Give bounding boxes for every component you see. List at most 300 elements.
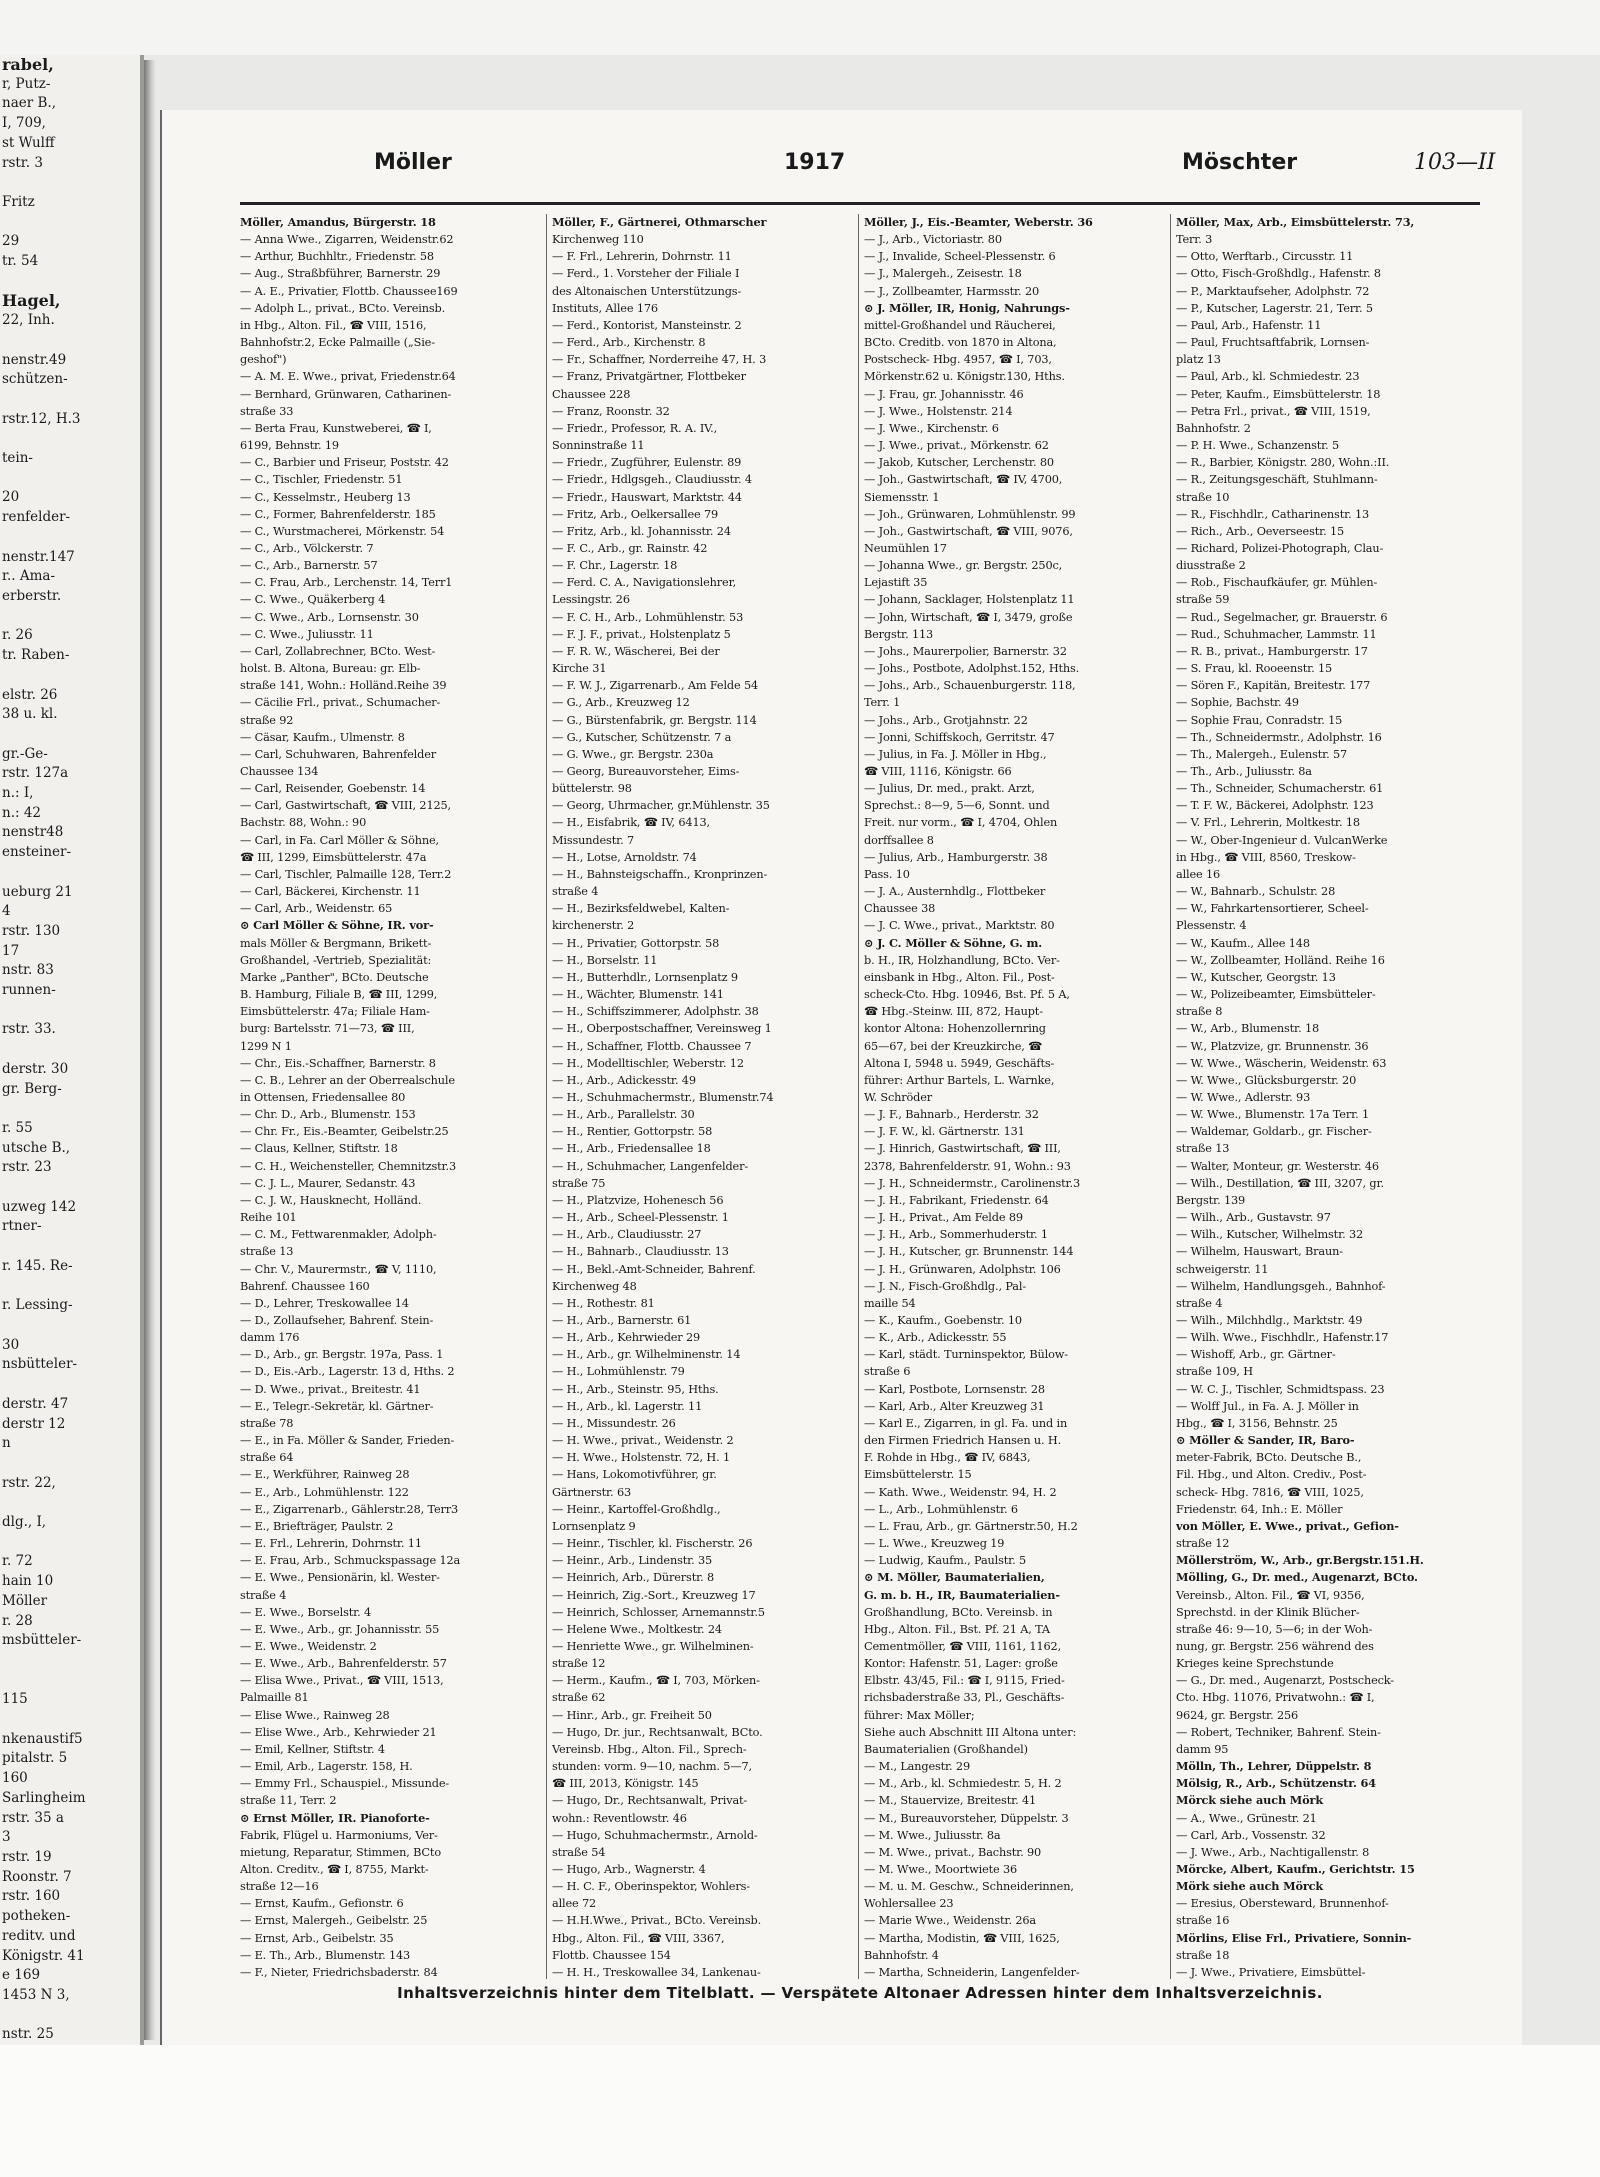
directory-entry-line: Mörck siehe auch Mörk xyxy=(1176,1793,1324,1808)
directory-entry-line: — H. Wwe., Holstenstr. 72, H. 1 xyxy=(552,1451,731,1465)
directory-entry-line: — W., Zollbeamter, Holländ. Reihe 16 xyxy=(1176,953,1385,967)
previous-page-fragment: tein- xyxy=(2,450,33,467)
directory-entry-line: straße 12 xyxy=(552,1657,606,1671)
directory-entry-line: — L. Frau, Arb., gr. Gärtnerstr.50, H.2 xyxy=(864,1519,1078,1533)
directory-entry-line: — C. H., Weichensteller, Chemnitzstr.3 xyxy=(240,1159,457,1173)
directory-entry-line: — J. A., Austernhdlg., Flottbeker xyxy=(864,885,1046,899)
directory-entry-line: — H., Butterhdlr., Lornsenplatz 9 xyxy=(552,970,738,984)
previous-page-fragment xyxy=(0,272,140,292)
directory-entry-line: — Th., Schneider, Schumacherstr. 61 xyxy=(1176,782,1384,796)
directory-entry-line: 6199, Behnstr. 19 xyxy=(240,439,339,453)
directory-entry-line: Fil. Hbg., und Alton. Crediv., Post- xyxy=(1176,1468,1367,1482)
directory-entry-line: — Carl, in Fa. Carl Möller & Söhne, xyxy=(240,833,439,847)
previous-page-fragment xyxy=(0,725,140,745)
previous-page-edge xyxy=(0,55,144,2045)
previous-page-fragment: Hagel, xyxy=(2,291,61,311)
previous-page-fragment: renfelder- xyxy=(2,509,71,526)
directory-entry-line: straße 75 xyxy=(552,1176,606,1190)
previous-page-fragment: ensteiner- xyxy=(2,844,72,861)
directory-entry-line: — H., Bahnarb., Claudiusstr. 13 xyxy=(552,1245,729,1259)
directory-entry-line: geshof") xyxy=(240,353,287,367)
scan-background xyxy=(0,0,1600,55)
directory-entry-line: mittel-Großhandel und Räucherei, xyxy=(864,318,1056,332)
directory-entry-line: Möller, J., Eis.-Beamter, Weberstr. 36 xyxy=(864,215,1093,229)
directory-entry-line: — Johanna Wwe., gr. Bergstr. 250c, xyxy=(864,559,1063,573)
directory-entry-line: Mörcke, Albert, Kaufm., Gerichtstr. 15 xyxy=(1176,1862,1415,1876)
directory-entry-line: Mölling, G., Dr. med., Augenarzt, BCto. xyxy=(1176,1570,1418,1585)
directory-entry-line: — J. Wwe., privat., Mörkenstr. 62 xyxy=(864,439,1049,453)
directory-entry-line: — A. E., Privatier, Flottb. Chaussee169 xyxy=(240,284,458,298)
directory-entry-line: ☎ III, 1299, Eimsbüttelerstr. 47a xyxy=(240,850,427,864)
directory-entry-line: — F. R. W., Wäscherei, Bei der xyxy=(552,644,720,658)
directory-entry-line: straße 54 xyxy=(552,1845,606,1859)
directory-entry-line: — C. Wwe., Juliusstr. 11 xyxy=(240,627,374,641)
directory-entry-line: kirchenerstr. 2 xyxy=(552,919,635,933)
directory-entry-line: — J. H., Privat., Am Felde 89 xyxy=(864,1211,1023,1225)
directory-entry-line: Chaussee 38 xyxy=(864,902,936,916)
directory-entry-line: ⊙ J. C. Möller & Söhne, G. m. xyxy=(864,935,1043,950)
directory-entry-line: — Wilhelm, Hauswart, Braun- xyxy=(1176,1245,1343,1259)
previous-page-fragment: rstr. 130 xyxy=(2,922,61,939)
previous-page-fragment: schützen- xyxy=(2,371,68,388)
directory-entry-line: richsbaderstraße 33, Pl., Geschäfts- xyxy=(864,1691,1065,1705)
directory-entry-line: — C. M., Fettwarenmakler, Adolph- xyxy=(240,1228,437,1242)
directory-entry-line: Chaussee 228 xyxy=(552,387,631,401)
directory-entry-line: — Karl, Postbote, Lornsenstr. 28 xyxy=(864,1382,1045,1396)
page-header xyxy=(162,150,1522,190)
directory-entry-line: straße 10 xyxy=(1176,490,1230,504)
directory-entry-line: — D. Wwe., privat., Breitestr. 41 xyxy=(240,1382,421,1396)
directory-entry-line: — Paul, Arb., Hafenstr. 11 xyxy=(1176,318,1322,332)
previous-page-fragment xyxy=(0,1099,140,1119)
directory-entry-line: — H., Lotse, Arnoldstr. 74 xyxy=(552,850,697,864)
directory-entry-line: — H., Platzvize, Hohenesch 56 xyxy=(552,1193,724,1207)
directory-entry-line: Palmaille 81 xyxy=(240,1691,309,1705)
directory-entry-line: — G., Dr. med., Augenarzt, Postscheck- xyxy=(1176,1674,1394,1688)
directory-entry-line: Großhandel, -Vertrieb, Spezialität: xyxy=(240,953,432,967)
directory-entry-line: straße 4 xyxy=(240,1588,287,1602)
previous-page-fragment: reditv. und xyxy=(2,1927,76,1944)
directory-entry-line: — S. Frau, kl. Rooeenstr. 15 xyxy=(1176,662,1333,676)
directory-entry-line: — Joh., Grünwaren, Lohmühlenstr. 99 xyxy=(864,507,1076,521)
directory-entry-line: straße 12—16 xyxy=(240,1880,319,1894)
directory-entry-line: straße 8 xyxy=(1176,1005,1223,1019)
directory-entry-line: — W., Kaufm., Allee 148 xyxy=(1176,936,1310,950)
directory-entry-line: — H., Arb., kl. Lagerstr. 11 xyxy=(552,1399,703,1413)
previous-page-fragment xyxy=(0,1316,140,1336)
previous-page-fragment: hain 10 xyxy=(2,1573,54,1590)
previous-page-fragment: r. 55 xyxy=(2,1119,33,1136)
directory-entry-line: W. Schröder xyxy=(864,1090,933,1104)
directory-entry-line: — F. C., Arb., gr. Rainstr. 42 xyxy=(552,541,708,555)
directory-entry-line: — H., Missundestr. 26 xyxy=(552,1416,676,1430)
page-number: 103—II xyxy=(1414,150,1496,175)
previous-page-fragment: 3 xyxy=(2,1829,11,1846)
previous-page-fragment: 38 u. kl. xyxy=(2,706,58,723)
directory-entry-line: straße 64 xyxy=(240,1451,294,1465)
directory-entry-line: Postscheck- Hbg. 4957, ☎ I, 703, xyxy=(864,353,1052,367)
directory-entry-line: Altona I, 5948 u. 5949, Geschäfts- xyxy=(864,1056,1055,1070)
directory-entry-line: Mörlins, Elise Frl., Privatiere, Sonnin- xyxy=(1176,1930,1412,1945)
directory-entry-line: — Ernst, Kaufm., Gefionstr. 6 xyxy=(240,1897,404,1911)
directory-entry-line: — Rob., Fischaufkäufer, gr. Mühlen- xyxy=(1176,576,1378,590)
directory-entry-line: — Elise Wwe., Rainweg 28 xyxy=(240,1708,390,1722)
directory-entry-line: — Arthur, Buchhltr., Friedenstr. 58 xyxy=(240,250,434,264)
directory-entry-line: straße 59 xyxy=(1176,593,1230,607)
directory-entry-line: Terr. 3 xyxy=(1176,233,1213,247)
directory-entry-line: — Berta Frau, Kunstweberei, ☎ I, xyxy=(240,421,432,435)
directory-entry-line: — D., Arb., gr. Bergstr. 197a, Pass. 1 xyxy=(240,1348,444,1362)
previous-page-fragment: rstr. 35 a xyxy=(2,1809,64,1826)
directory-entry-line: — J. H., Arb., Sommerhuderstr. 1 xyxy=(864,1228,1048,1242)
previous-page-fragment xyxy=(0,390,140,410)
directory-entry-line: — C., Kesselmstr., Heuberg 13 xyxy=(240,490,411,504)
directory-entry-line: — Cäcilie Frl., privat., Schumacher- xyxy=(240,696,441,710)
directory-entry-line: — Georg, Bureauvorsteher, Eims- xyxy=(552,765,740,778)
previous-page-fragment: naer B., xyxy=(2,95,56,112)
directory-entry-line: — Martha, Schneiderin, Langenfelder- xyxy=(864,1965,1080,1979)
previous-page-fragment: Roonstr. 7 xyxy=(2,1868,72,1885)
directory-entry-line: — Sophie Frau, Conradstr. 15 xyxy=(1176,713,1343,727)
directory-entry-line: — J. H., Schneidermstr., Carolinenstr.3 xyxy=(864,1176,1081,1190)
previous-page-fragment: 29 xyxy=(2,233,20,250)
directory-entry-line: dorffsallee 8 xyxy=(864,833,934,847)
directory-entry-line: — D., Eis.-Arb., Lagerstr. 13 d, Hths. 2 xyxy=(240,1365,455,1379)
directory-entry-line: — W. C. J., Tischler, Schmidtspass. 23 xyxy=(1176,1382,1385,1396)
previous-page-fragment: r. 72 xyxy=(2,1553,33,1570)
previous-page-fragment xyxy=(0,1375,140,1395)
directory-entry-line: — H., Rothestr. 81 xyxy=(552,1296,655,1310)
directory-entry-line: — C., Arb., Barnerstr. 57 xyxy=(240,559,378,573)
directory-entry-line: straße 13 xyxy=(240,1245,294,1259)
directory-entry-line: B. Hamburg, Filiale B, ☎ III, 1299, xyxy=(240,988,438,1002)
directory-entry-line: Hbg., Alton. Fil., ☎ VIII, 3367, xyxy=(552,1931,725,1945)
directory-entry-line: — Marie Wwe., Weidenstr. 26a xyxy=(864,1914,1036,1928)
scan-bottom-margin xyxy=(0,2045,1600,2177)
directory-entry-line: Lornsenplatz 9 xyxy=(552,1519,636,1533)
header-rule xyxy=(240,202,1480,205)
directory-entry-line: — Ferd., 1. Vorsteher der Filiale I xyxy=(552,267,740,281)
directory-entry-line: — Karl, städt. Turninspektor, Bülow- xyxy=(864,1348,1068,1362)
directory-entry-line: ⊙ Möller & Sander, IR, Baro- xyxy=(1176,1433,1355,1448)
directory-entry-line: — Eresius, Obersteward, Brunnenhof- xyxy=(1176,1897,1389,1911)
directory-entry-line: — J. N., Fisch-Großhdlg., Pal- xyxy=(864,1279,1026,1293)
directory-entry-line: — H. H., Treskowallee 34, Lankenau- xyxy=(552,1965,761,1979)
previous-page-fragment: Möller xyxy=(2,1592,48,1609)
previous-page-fragment: Fritz xyxy=(2,193,35,210)
directory-entry-line: — Richard, Polizei-Photograph, Clau- xyxy=(1176,541,1384,555)
directory-entry-line: — J. H., Fabrikant, Friedenstr. 64 xyxy=(864,1193,1049,1207)
directory-entry-line: Kirchenweg 48 xyxy=(552,1279,637,1293)
directory-entry-line: — Heinrich, Zig.-Sort., Kreuzweg 17 xyxy=(552,1588,756,1602)
directory-entry-line: — G., Kutscher, Schützenstr. 7 a xyxy=(552,730,732,744)
directory-entry-line: allee 16 xyxy=(1176,867,1221,881)
directory-entry-line: — Rud., Segelmacher, gr. Brauerstr. 6 xyxy=(1176,610,1388,624)
previous-page-fragment: r.. Ama- xyxy=(2,568,56,585)
previous-page-fragment: 20 xyxy=(2,489,20,506)
directory-entry-line: — Ferd. C. A., Navigationslehrer, xyxy=(552,576,737,590)
directory-entry-line: — H., Schuhmachermstr., Blumenstr.74 xyxy=(552,1090,774,1104)
directory-entry-line: — W., Ober-Ingenieur d. VulcanWerke xyxy=(1176,833,1388,847)
directory-entry-line: — Franz, Roonstr. 32 xyxy=(552,404,670,418)
directory-entry-line: Krieges keine Sprechstunde xyxy=(1176,1657,1334,1671)
directory-entry-line: — J. H., Kutscher, gr. Brunnenstr. 144 xyxy=(864,1245,1074,1259)
directory-entry-line: meter-Fabrik, BCto. Deutsche B., xyxy=(1176,1451,1362,1465)
directory-entry-line: — Waldemar, Goldarb., gr. Fischer- xyxy=(1176,1125,1372,1139)
directory-entry-line: wohn.: Reventlowstr. 46 xyxy=(552,1811,687,1825)
directory-entry-line: — Hugo, Arb., Wagnerstr. 4 xyxy=(552,1863,706,1876)
directory-entry-line: — J., Arb., Victoriastr. 80 xyxy=(864,233,1002,247)
directory-entry-line: — Ferd., Kontorist, Mansteinstr. 2 xyxy=(552,318,742,332)
directory-entry-line: — H., Schiffszimmerer, Adolphstr. 38 xyxy=(552,1005,759,1019)
directory-entry-line: — Carl, Arb., Vossenstr. 32 xyxy=(1176,1828,1326,1842)
directory-entry-line: — J. F., Bahnarb., Herderstr. 32 xyxy=(864,1108,1039,1122)
directory-entry-line: Bahnhofstr. 2 xyxy=(1176,421,1251,435)
directory-entry-line: Freit. nur vorm., ☎ I, 4704, Ohlen xyxy=(864,816,1058,830)
directory-entry-line: — M., Bureauvorsteher, Düppelstr. 3 xyxy=(864,1811,1069,1825)
directory-entry-line: Sonninstraße 11 xyxy=(552,439,645,453)
directory-entry-line: 65—67, bei der Kreuzkirche, ☎ xyxy=(864,1039,1043,1053)
directory-entry-line: — H., Arb., gr. Wilhelminenstr. 14 xyxy=(552,1348,741,1362)
directory-entry-line: — E. Wwe., Weidenstr. 2 xyxy=(240,1639,377,1653)
previous-page-fragment xyxy=(0,607,140,627)
directory-entry-line: — Elise Wwe., Arb., Kehrwieder 21 xyxy=(240,1725,437,1739)
previous-page-fragment: n.: 42 xyxy=(2,804,42,821)
directory-entry-line: — C., Arb., Völckerstr. 7 xyxy=(240,541,374,555)
directory-entry-line: — Wolff Jul., in Fa. A. J. Möller in xyxy=(1176,1399,1359,1413)
directory-entry-line: — C., Wurstmacherei, Mörkenstr. 54 xyxy=(240,524,445,538)
directory-entry-line: — Kath. Wwe., Weidenstr. 94, H. 2 xyxy=(864,1485,1057,1499)
directory-entry-line: — R., Fischhdlr., Catharinenstr. 13 xyxy=(1176,507,1370,521)
header-right-keyword: Möschter xyxy=(1182,150,1298,175)
directory-entry-line: — H., Arb., Adickesstr. 49 xyxy=(552,1073,696,1087)
previous-page-fragment xyxy=(0,1493,140,1513)
directory-entry-line: — H., Bekl.-Amt-Schneider, Bahrenf. xyxy=(552,1262,756,1276)
directory-entry-line: — Ernst, Malergeh., Geibelstr. 25 xyxy=(240,1914,428,1928)
column-4 xyxy=(1176,214,1474,1979)
directory-entry-line: — Martha, Modistin, ☎ VIII, 1625, xyxy=(864,1931,1060,1945)
directory-entry-line: straße 11, Terr. 2 xyxy=(240,1794,337,1808)
column-1 xyxy=(240,214,538,1979)
directory-entry-line: Mölsig, R., Arb., Schützenstr. 64 xyxy=(1176,1776,1376,1791)
previous-page-fragment: gr.-Ge- xyxy=(2,745,48,762)
directory-entry-line: mietung, Reparatur, Stimmen, BCto xyxy=(240,1845,441,1859)
directory-entry-line: Flottb. Chaussee 154 xyxy=(552,1948,671,1962)
previous-page-fragment: 22, Inh. xyxy=(2,312,55,329)
directory-entry-line: — H. Wwe., privat., Weidenstr. 2 xyxy=(552,1434,734,1448)
directory-entry-line: Vereinsb. Hbg., Alton. Fil., Sprech- xyxy=(552,1742,747,1756)
directory-entry-line: — Johs., Maurerpolier, Barnerstr. 32 xyxy=(864,644,1067,658)
directory-entry-line: ⊙ M. Möller, Baumaterialien, xyxy=(864,1570,1045,1585)
directory-entry-line: holst. B. Altona, Bureau: gr. Elb- xyxy=(240,662,421,676)
directory-entry-line: Siehe auch Abschnitt III Altona unter: xyxy=(864,1725,1077,1739)
previous-page-fragment: msbütteler- xyxy=(2,1632,82,1649)
previous-page-fragment: r. Lessing- xyxy=(2,1297,73,1314)
directory-entry-line: — W. Wwe., Wäscherin, Weidenstr. 63 xyxy=(1176,1056,1387,1070)
previous-page-fragment: I, 709, xyxy=(2,115,46,132)
previous-page-fragment: 1453 N 3, xyxy=(2,1986,70,2003)
directory-entry-line: — C. B., Lehrer an der Oberrealschule xyxy=(240,1073,455,1087)
previous-page-fragment: rstr. 127a xyxy=(2,765,69,782)
directory-entry-line: — Emil, Kellner, Stiftstr. 4 xyxy=(240,1742,385,1756)
directory-entry-line: Elbstr. 43/45, Fil.: ☎ I, 9115, Fried- xyxy=(864,1674,1065,1688)
directory-entry-line: — Wilh., Kutscher, Wilhelmstr. 32 xyxy=(1176,1228,1364,1242)
directory-entry-line: — Heinrich, Schlosser, Arnemannstr.5 xyxy=(552,1605,765,1619)
previous-page-fragment xyxy=(0,1651,140,1671)
previous-page-fragment xyxy=(0,429,140,449)
directory-entry-line: Bergstr. 139 xyxy=(1176,1193,1246,1207)
directory-entry-line: — Georg, Uhrmacher, gr.Mühlenstr. 35 xyxy=(552,799,770,813)
directory-entry-line: — W., Fahrkartensortierer, Scheel- xyxy=(1176,902,1369,916)
directory-entry-line: Bahnhofstr. 4 xyxy=(864,1948,939,1962)
directory-entry-line: — Wilh. Wwe., Fischhdlr., Hafenstr.17 xyxy=(1176,1331,1389,1345)
directory-entry-line: — G., Arb., Kreuzweg 12 xyxy=(552,696,690,710)
directory-entry-line: b. H., IR, Holzhandlung, BCto. Ver- xyxy=(864,953,1060,967)
directory-entry-line: — M., Arb., kl. Schmiedestr. 5, H. 2 xyxy=(864,1777,1062,1791)
directory-entry-line: — J. Frau, gr. Johannisstr. 46 xyxy=(864,387,1024,401)
directory-entry-line: Terr. 1 xyxy=(864,696,901,710)
directory-entry-line: straße 4 xyxy=(552,885,599,899)
directory-entry-line: — H., Rentier, Gottorpstr. 58 xyxy=(552,1125,713,1139)
previous-page-fragment xyxy=(0,2006,140,2026)
previous-page-fragment: r. 28 xyxy=(2,1612,33,1629)
directory-entry-line: burg: Bartelsstr. 71—73, ☎ III, xyxy=(240,1022,415,1036)
previous-page-fragment xyxy=(0,863,140,883)
previous-page-fragment xyxy=(0,1671,140,1691)
directory-entry-line: — Chr. Fr., Eis.-Beamter, Geibelstr.25 xyxy=(240,1125,449,1139)
directory-entry-line: — J., Malergeh., Zeisestr. 18 xyxy=(864,267,1022,281)
previous-page-fragment: rstr. 22, xyxy=(2,1474,56,1491)
directory-entry-line: — Ernst, Arb., Geibelstr. 35 xyxy=(240,1931,394,1945)
directory-entry-line: — H., Lohmühlenstr. 79 xyxy=(552,1365,685,1379)
previous-page-fragment: nstr. 83 xyxy=(2,962,54,979)
directory-entry-line: — Rich., Arb., Oeverseestr. 15 xyxy=(1176,524,1345,538)
directory-entry-line: — Cäsar, Kaufm., Ulmenstr. 8 xyxy=(240,730,405,744)
directory-entry-line: — H., Arb., Kehrwieder 29 xyxy=(552,1331,701,1345)
previous-page-fragment: 160 xyxy=(2,1770,28,1787)
previous-page-fragment: r. 145. Re- xyxy=(2,1257,73,1274)
directory-entry-line: in Ottensen, Friedensallee 80 xyxy=(240,1090,406,1104)
directory-entry-line: — J. F. W., kl. Gärtnerstr. 131 xyxy=(864,1125,1025,1139)
directory-entry-line: ☎ III, 2013, Königstr. 145 xyxy=(552,1777,699,1791)
page-footer: Inhaltsverzeichnis hinter dem Titelblatt. — Verspätete Altonaer Adressen hinter dem Inhaltsverzeichnis. xyxy=(397,1984,1323,2002)
previous-page-fragment: rstr. 19 xyxy=(2,1848,52,1865)
directory-entry-line: — Helene Wwe., Moltkestr. 24 xyxy=(552,1622,722,1636)
directory-entry-line: Mölln, Th., Lehrer, Düppelstr. 8 xyxy=(1176,1759,1372,1774)
directory-entry-line: — K., Arb., Adickesstr. 55 xyxy=(864,1331,1007,1345)
previous-page-fragment xyxy=(0,1178,140,1198)
header-left-keyword: Möller xyxy=(374,150,452,175)
directory-entry-line: straße 62 xyxy=(552,1691,606,1705)
directory-entry-line: — C. J. L., Maurer, Sedanstr. 43 xyxy=(240,1176,416,1190)
directory-entry-line: — Fritz, Arb., Oelkersallee 79 xyxy=(552,507,719,521)
directory-entry-line: — G. Wwe., gr. Bergstr. 230a xyxy=(552,747,714,761)
directory-entry-line: — Heinrich, Arb., Dürerstr. 8 xyxy=(552,1571,715,1585)
directory-entry-line: — H., Arb., Scheel-Plessenstr. 1 xyxy=(552,1211,729,1225)
directory-entry-line: — Sophie, Bachstr. 49 xyxy=(1176,696,1299,710)
previous-page-fragment: nenstr48 xyxy=(2,824,64,841)
directory-entry-line: damm 95 xyxy=(1176,1742,1229,1756)
directory-entry-line: 2378, Bahrenfelderstr. 91, Wohn.: 93 xyxy=(864,1159,1071,1173)
previous-page-fragment: rstr. 33. xyxy=(2,1021,56,1038)
directory-entry-line: — Chr. D., Arb., Blumenstr. 153 xyxy=(240,1108,416,1122)
directory-entry-line: — Julius, Arb., Hamburgerstr. 38 xyxy=(864,850,1048,864)
directory-entry-line: — T. F. W., Bäckerei, Adolphstr. 123 xyxy=(1176,799,1374,813)
directory-entry-line: — K., Kaufm., Goebenstr. 10 xyxy=(864,1314,1022,1327)
directory-entry-line: — Karl, Arb., Alter Kreuzweg 31 xyxy=(864,1399,1045,1413)
directory-entry-line: einsbank in Hbg., Alton. Fil., Post- xyxy=(864,970,1055,984)
directory-entry-line: — Julius, in Fa. J. Möller in Hbg., xyxy=(864,747,1047,761)
directory-entry-line: — Aug., Straßbführer, Barnerstr. 29 xyxy=(240,267,441,281)
directory-entry-line: — E., Werkführer, Rainweg 28 xyxy=(240,1468,410,1482)
directory-entry-line: führer: Max Möller; xyxy=(864,1708,975,1722)
directory-entry-line: — F. C. H., Arb., Lohmühlenstr. 53 xyxy=(552,610,744,624)
previous-page-fragment: runnen- xyxy=(2,982,56,999)
directory-entry-line: 1299 N 1 xyxy=(240,1039,292,1053)
directory-entry-line: Mörk siehe auch Mörck xyxy=(1176,1879,1324,1894)
entry-columns xyxy=(240,214,1480,1979)
directory-entry-line: — F., Nieter, Friedrichsbaderstr. 84 xyxy=(240,1965,438,1979)
previous-page-fragment: rstr. 3 xyxy=(2,154,43,171)
directory-entry-line: — D., Lehrer, Treskowallee 14 xyxy=(240,1296,409,1310)
directory-entry-line: — Franz, Privatgärtner, Flottbeker xyxy=(552,370,746,384)
directory-entry-line: — E. Wwe., Pensionärin, kl. Wester- xyxy=(240,1571,440,1585)
directory-entry-line: — L., Arb., Lohmühlenstr. 6 xyxy=(864,1502,1018,1516)
previous-page-fragment: st Wulff xyxy=(2,134,55,151)
directory-entry-line: straße 4 xyxy=(1176,1296,1223,1310)
directory-entry-line: — Rud., Schuhmacher, Lammstr. 11 xyxy=(1176,627,1377,641)
directory-entry-line: — L. Wwe., Kreuzweg 19 xyxy=(864,1537,1005,1551)
directory-entry-line: — Ferd., Arb., Kirchenstr. 8 xyxy=(552,336,706,350)
directory-entry-line: Großhandlung, BCto. Vereinsb. in xyxy=(864,1605,1053,1619)
directory-entry-line: — H. C. F., Oberinspektor, Wohlers- xyxy=(552,1880,750,1894)
previous-page-fragment: nkenaustif5 xyxy=(2,1730,83,1747)
directory-entry-line: — Joh., Gastwirtschaft, ☎ VIII, 9076, xyxy=(864,524,1073,538)
directory-entry-line: — Friedr., Professor, R. A. IV., xyxy=(552,421,718,435)
directory-entry-line: — J. Wwe., Kirchenstr. 6 xyxy=(864,421,999,435)
directory-entry-line: — Ludwig, Kaufm., Paulstr. 5 xyxy=(864,1554,1027,1568)
directory-entry-line: — F. W. J., Zigarrenarb., Am Felde 54 xyxy=(552,679,759,693)
directory-entry-line: — W. Wwe., Glücksburgerstr. 20 xyxy=(1176,1073,1357,1087)
directory-entry-line: platz 13 xyxy=(1176,353,1221,367)
previous-page-fragment: gr. Berg- xyxy=(2,1080,62,1097)
previous-page-fragment: rstr.12, H.3 xyxy=(2,410,81,427)
directory-entry-line: maille 54 xyxy=(864,1296,916,1310)
directory-entry-line: straße 13 xyxy=(1176,1142,1230,1156)
directory-entry-line: — Wilh., Destillation, ☎ III, 3207, gr. xyxy=(1176,1176,1384,1190)
directory-entry-line: straße 46: 9—10, 5—6; in der Woh- xyxy=(1176,1622,1373,1636)
previous-page-fragment xyxy=(0,1237,140,1257)
directory-entry-line: ⊙ Ernst Möller, IR. Pianoforte- xyxy=(240,1810,430,1825)
directory-entry-line: — W., Platzvize, gr. Brunnenstr. 36 xyxy=(1176,1039,1369,1053)
directory-entry-line: — Jonni, Schiffskoch, Gerritstr. 47 xyxy=(864,730,1055,744)
directory-entry-line: Lejastift 35 xyxy=(864,576,928,590)
directory-entry-line: Neumühlen 17 xyxy=(864,541,947,555)
directory-entry-line: — Hinr., Arb., gr. Freiheit 50 xyxy=(552,1708,712,1722)
directory-entry-line: — Adolph L., privat., BCto. Vereinsb. xyxy=(240,301,446,315)
column-divider xyxy=(858,214,859,1979)
previous-page-fragment xyxy=(0,469,140,489)
directory-entry-line: — Sören F., Kapitän, Breitestr. 177 xyxy=(1176,679,1371,693)
directory-entry-line: Bahnhofstr.2, Ecke Palmaille („Sie- xyxy=(240,336,435,350)
directory-entry-line: — M., Stauervize, Breitestr. 41 xyxy=(864,1794,1037,1808)
directory-entry-line: — H.H.Wwe., Privat., BCto. Vereinsb. xyxy=(552,1914,762,1928)
directory-entry-line: Chaussee 134 xyxy=(240,765,319,778)
directory-entry-line: straße 6 xyxy=(864,1365,911,1379)
directory-entry-line: führer: Arthur Bartels, L. Warnke, xyxy=(864,1073,1055,1087)
previous-page-fragment xyxy=(0,1277,140,1297)
directory-entry-line: — Bernhard, Grünwaren, Catharinen- xyxy=(240,387,452,401)
